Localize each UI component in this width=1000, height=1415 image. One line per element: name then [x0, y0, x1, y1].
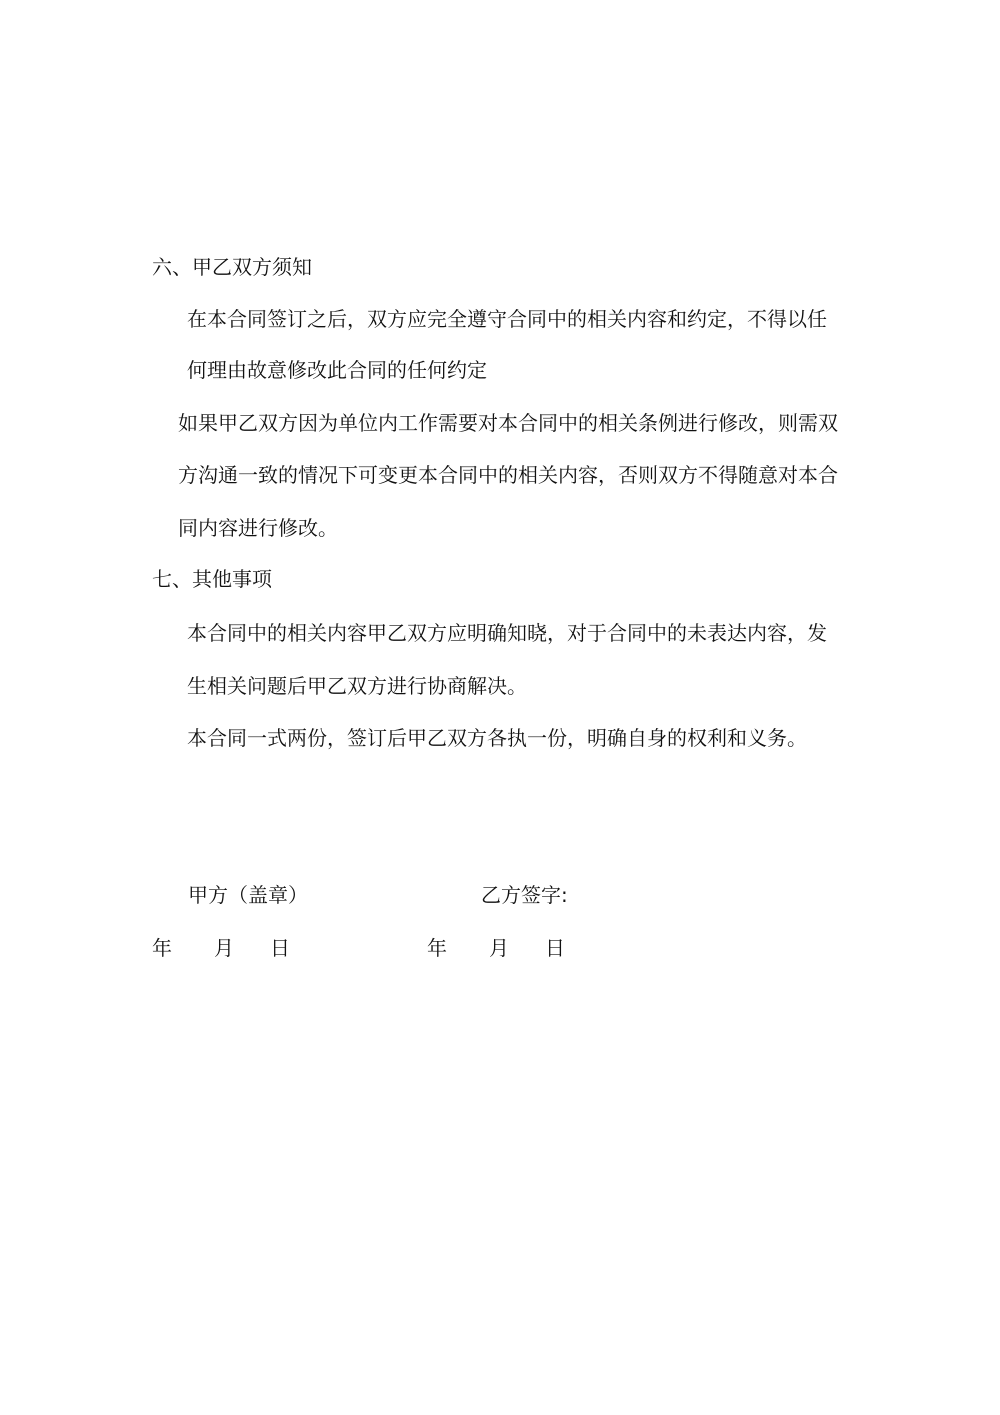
party-b-date-year: 年	[427, 936, 447, 960]
section-6-para-2-line-3: 同内容进行修改。	[178, 516, 338, 540]
party-a-date-year: 年	[152, 936, 172, 960]
party-b-date-month: 月	[489, 936, 509, 960]
section-7-para-1-line-2: 生相关问题后甲乙双方进行协商解决。	[187, 674, 527, 698]
party-b-signature-label: 乙方签字:	[481, 883, 568, 907]
party-a-date-month: 月	[214, 936, 234, 960]
party-a-date-day: 日	[270, 936, 290, 960]
section-6-para-1-line-1: 在本合同签订之后，双方应完全遵守合同中的相关内容和约定，不得以任	[187, 307, 827, 331]
section-6-para-2-line-1: 如果甲乙双方因为单位内工作需要对本合同中的相关条例进行修改，则需双	[178, 411, 838, 435]
section-6-para-2-line-2: 方沟通一致的情况下可变更本合同中的相关内容，否则双方不得随意对本合	[178, 463, 838, 487]
section-7-para-2-line-1: 本合同一式两份，签订后甲乙双方各执一份，明确自身的权利和义务。	[187, 726, 807, 750]
section-6-para-1-line-2: 何理由故意修改此合同的任何约定	[187, 358, 487, 382]
party-b-date-day: 日	[545, 936, 565, 960]
section-6-heading: 六、甲乙双方须知	[152, 255, 312, 279]
section-7-heading: 七、其他事项	[152, 567, 272, 591]
section-7-para-1-line-1: 本合同中的相关内容甲乙双方应明确知晓，对于合同中的未表达内容，发	[187, 621, 827, 645]
party-a-seal-label: 甲方（盖章）	[188, 883, 308, 907]
